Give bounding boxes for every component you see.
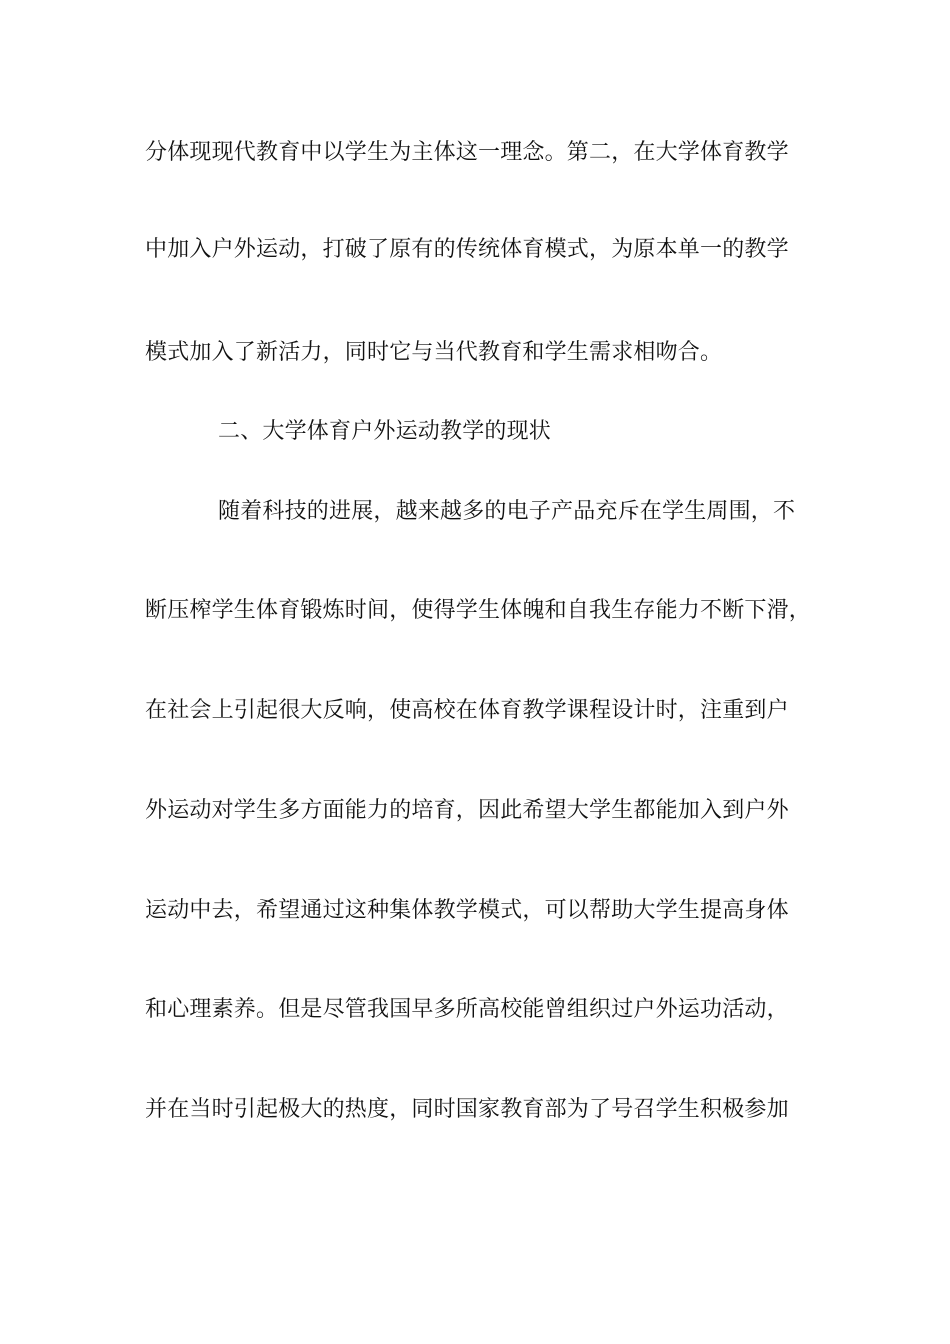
paragraph-2-line-2: 断压榨学生体育锻炼时间，使得学生体魄和自我生存能力不断下滑， — [145, 598, 812, 623]
paragraph-2-line-3: 在社会上引起很大反响，使高校在体育教学课程设计时，注重到户 — [145, 698, 789, 723]
paragraph-1-line-1: 分体现现代教育中以学生为主体这一理念。第二，在大学体育教学 — [145, 140, 789, 165]
paragraph-2-line-6: 和心理素养。但是尽管我国早多所高校能曾组织过户外运功活动， — [145, 997, 789, 1022]
section-heading: 二、大学体育户外运动教学的现状 — [218, 419, 552, 444]
paragraph-1-line-2: 中加入户外运动，打破了原有的传统体育模式，为原本单一的教学 — [145, 237, 789, 262]
paragraph-2-line-1: 随着科技的进展，越来越多的电子产品充斥在学生周围，不 — [218, 499, 796, 524]
paragraph-2-line-4: 外运动对学生多方面能力的培育，因此希望大学生都能加入到户外 — [145, 798, 789, 823]
paragraph-2-line-7: 并在当时引起极大的热度，同时国家教育部为了号召学生积极参加 — [145, 1097, 789, 1122]
paragraph-2-line-5: 运动中去，希望通过这种集体教学模式，可以帮助大学生提高身体 — [145, 898, 789, 923]
paragraph-1-line-3: 模式加入了新活力，同时它与当代教育和学生需求相吻合。 — [145, 340, 723, 365]
